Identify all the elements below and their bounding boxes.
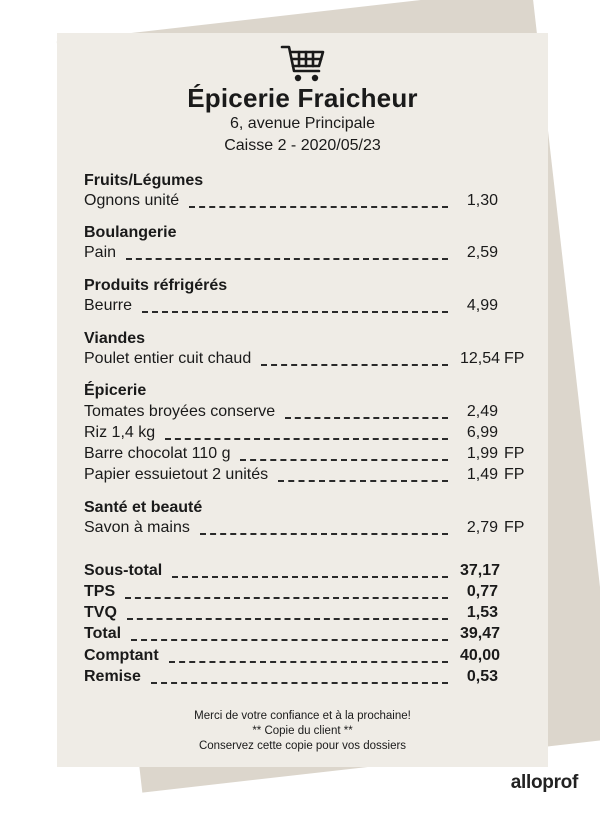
item-flag: FP: [504, 350, 525, 367]
line-item: [84, 192, 534, 213]
item-price: 6,99: [466, 424, 498, 441]
item-name: Pain: [84, 244, 117, 261]
total-label: Sous-total: [84, 562, 163, 579]
total-label: Total: [84, 625, 122, 642]
footer-thanks: Merci de votre confiance et à la prochaine!: [194, 710, 411, 722]
item-flag: FP: [504, 466, 525, 483]
change-row: [84, 668, 534, 689]
item-name: Riz 1,4 kg: [84, 424, 156, 441]
total-value: 0,77: [466, 583, 498, 600]
item-price: 1,49: [466, 466, 498, 483]
section-title: Épicerie: [84, 382, 147, 399]
total-label: TPS: [84, 583, 116, 600]
dotted-leader: [131, 639, 448, 641]
total-label: TVQ: [84, 604, 117, 621]
total-label: Remise: [84, 668, 141, 685]
dotted-leader: [126, 258, 448, 260]
cash-row: [84, 647, 534, 668]
section-title: Santé et beauté: [84, 499, 203, 516]
total-value: 40,00: [460, 647, 501, 664]
line-item: [84, 519, 534, 540]
dotted-leader: [189, 206, 448, 208]
line-item: [84, 244, 534, 265]
store-address: 6, avenue Principale: [230, 115, 375, 132]
item-name: Beurre: [84, 297, 133, 314]
item-name: Papier essuietout 2 unités: [84, 466, 269, 483]
subtotal-row: [84, 562, 534, 583]
item-price: 2,49: [466, 403, 498, 420]
dotted-leader: [172, 576, 448, 578]
tps-row: [84, 583, 534, 604]
item-price: 4,99: [466, 297, 498, 314]
total-label: Comptant: [84, 647, 159, 664]
item-flag: FP: [504, 445, 525, 462]
dotted-leader: [151, 682, 448, 684]
total-row: [84, 625, 534, 646]
line-item: [84, 403, 534, 424]
tvq-row: [84, 604, 534, 625]
section-title: Fruits/Légumes: [84, 172, 204, 189]
dotted-leader: [200, 533, 448, 535]
section-title: Produits réfrigérés: [84, 277, 228, 294]
item-price: 1,30: [466, 192, 498, 209]
dotted-leader: [165, 438, 448, 440]
dotted-leader: [125, 597, 448, 599]
line-item: [84, 297, 534, 318]
total-value: 39,47: [460, 625, 501, 642]
dotted-leader: [240, 459, 448, 461]
item-price: 2,79: [466, 519, 498, 536]
line-item: [84, 445, 534, 466]
item-price: 2,59: [466, 244, 498, 261]
total-value: 37,17: [460, 562, 501, 579]
register-date: Caisse 2 - 2020/05/23: [224, 137, 381, 154]
item-price: 1,99: [466, 445, 498, 462]
item-name: Ognons unité: [84, 192, 180, 209]
dotted-leader: [169, 661, 448, 663]
dotted-leader: [285, 417, 448, 419]
line-item: [84, 466, 534, 487]
item-name: Tomates broyées conserve: [84, 403, 276, 420]
shopping-cart-icon: [279, 42, 329, 84]
section-title: Viandes: [84, 330, 146, 347]
dotted-leader: [261, 364, 448, 366]
footer-keep-note: Conservez cette copie pour vos dossiers: [198, 740, 407, 752]
dotted-leader: [278, 480, 448, 482]
receipt: [57, 33, 548, 767]
item-name: Barre chocolat 110 g: [84, 445, 231, 462]
store-name: Épicerie Fraicheur: [187, 83, 418, 113]
alloprof-logo: alloprof: [510, 772, 578, 793]
line-item: [84, 424, 534, 445]
line-item: [84, 350, 534, 371]
dotted-leader: [142, 311, 448, 313]
total-value: 1,53: [466, 604, 498, 621]
item-name: Poulet entier cuit chaud: [84, 350, 252, 367]
section-title: Boulangerie: [84, 224, 177, 241]
item-name: Savon à mains: [84, 519, 190, 536]
item-price: 12,54: [460, 350, 501, 367]
dotted-leader: [127, 618, 448, 620]
total-value: 0,53: [466, 668, 498, 685]
item-flag: FP: [504, 519, 525, 536]
footer-copy-note: ** Copie du client **: [252, 725, 353, 737]
